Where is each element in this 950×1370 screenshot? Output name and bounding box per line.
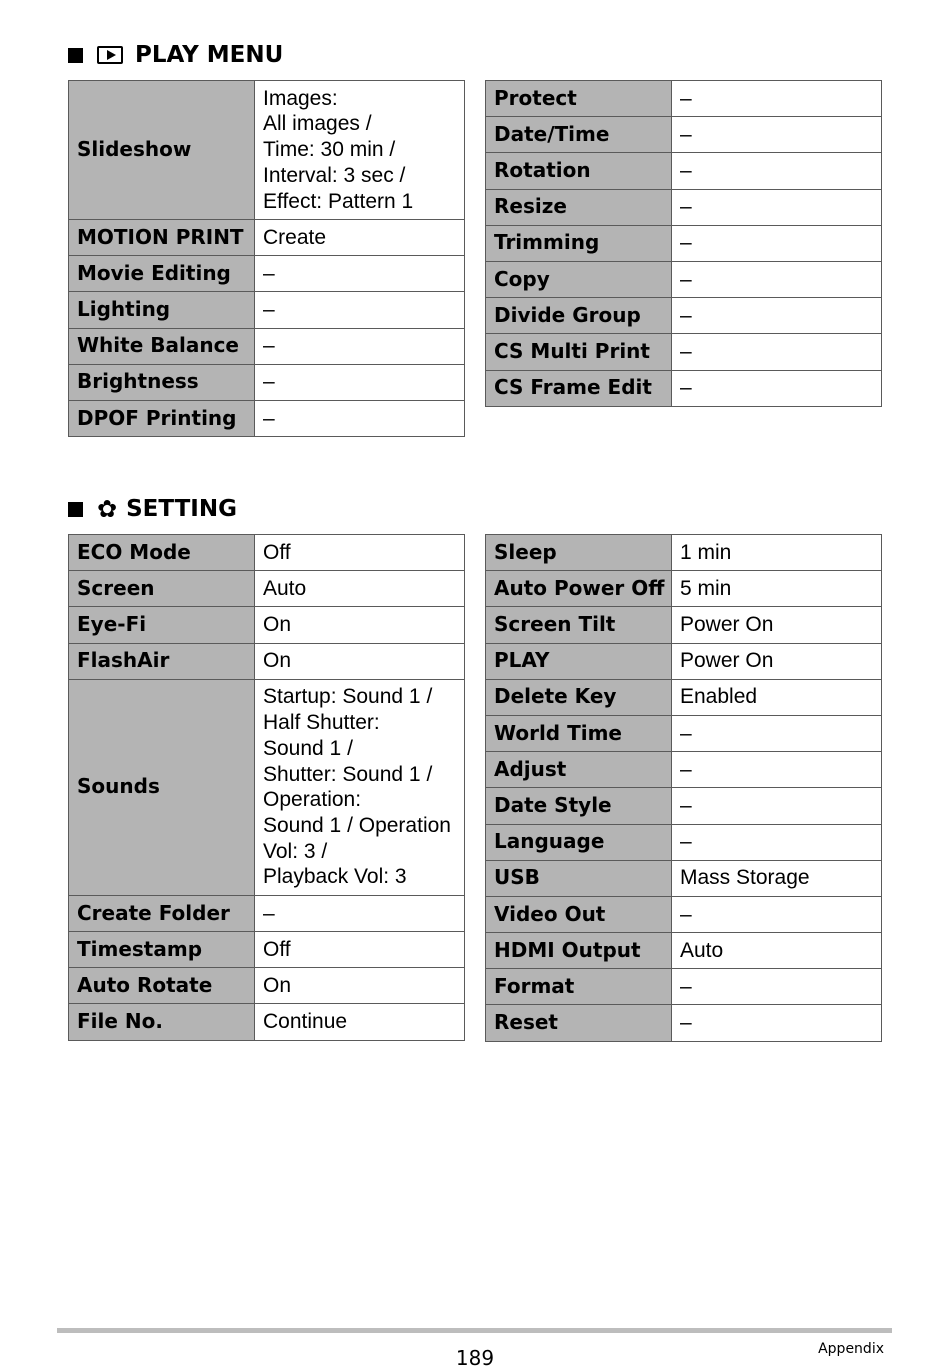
footer-rule bbox=[57, 1328, 892, 1333]
value-line: – bbox=[680, 195, 692, 219]
setting-name: Auto Rotate bbox=[69, 968, 255, 1004]
setting-value bbox=[255, 571, 465, 607]
setting-name: Lighting bbox=[69, 292, 255, 328]
setting-name: Timestamp bbox=[69, 932, 255, 968]
setting-name: Sleep bbox=[486, 535, 672, 571]
table-row bbox=[486, 334, 882, 370]
play-menu-table-right bbox=[485, 80, 882, 407]
setting-value bbox=[255, 607, 465, 643]
table-row bbox=[486, 153, 882, 189]
setting-name: CS Multi Print bbox=[486, 334, 672, 370]
setting-value bbox=[255, 1004, 465, 1040]
table-row bbox=[69, 571, 465, 607]
value-line: – bbox=[680, 122, 692, 146]
value-line: Off bbox=[263, 937, 291, 961]
setting-heading bbox=[68, 492, 237, 526]
play-icon bbox=[97, 46, 123, 64]
setting-table-left bbox=[68, 534, 465, 1041]
setting-name: DPOF Printing bbox=[69, 400, 255, 436]
table-row bbox=[486, 1005, 882, 1041]
setting-name: Copy bbox=[486, 261, 672, 297]
setting-name: PLAY bbox=[486, 643, 672, 679]
value-line: On bbox=[263, 973, 292, 997]
setting-value bbox=[255, 256, 465, 292]
value-line: Startup: Sound 1 / bbox=[263, 685, 433, 709]
setting-value bbox=[672, 679, 882, 715]
value-line: All images / bbox=[263, 112, 372, 136]
value-line: – bbox=[263, 334, 275, 358]
setting-value bbox=[255, 679, 465, 895]
table-row bbox=[69, 535, 465, 571]
value-line: Images: bbox=[263, 86, 338, 110]
table-row bbox=[486, 896, 882, 932]
setting-value bbox=[672, 969, 882, 1005]
table-row bbox=[69, 364, 465, 400]
setting-value bbox=[255, 400, 465, 436]
setting-name: White Balance bbox=[69, 328, 255, 364]
setting-name: CS Frame Edit bbox=[486, 370, 672, 406]
setting-value bbox=[672, 752, 882, 788]
setting-name: USB bbox=[486, 860, 672, 896]
setting-name: Screen Tilt bbox=[486, 607, 672, 643]
table-row bbox=[69, 292, 465, 328]
table-row bbox=[486, 535, 882, 571]
value-line: Effect: Pattern 1 bbox=[263, 189, 414, 213]
value-line: Auto bbox=[263, 576, 307, 600]
section-label: Appendix bbox=[818, 1341, 884, 1357]
setting-value bbox=[672, 1005, 882, 1041]
setting-value bbox=[255, 932, 465, 968]
value-line: Power On bbox=[680, 613, 774, 637]
value-line: Enabled bbox=[680, 685, 758, 709]
setting-value bbox=[255, 895, 465, 931]
table-row bbox=[486, 370, 882, 406]
value-line: Mass Storage bbox=[680, 866, 810, 890]
table-row bbox=[486, 81, 882, 117]
value-line: Power On bbox=[680, 649, 774, 673]
table-row bbox=[69, 643, 465, 679]
value-line: – bbox=[680, 159, 692, 183]
value-line: – bbox=[263, 261, 275, 285]
setting-name: Movie Editing bbox=[69, 256, 255, 292]
setting-value bbox=[672, 81, 882, 117]
value-line: – bbox=[680, 902, 692, 926]
setting-value bbox=[672, 261, 882, 297]
setting-name: Trimming bbox=[486, 225, 672, 261]
setting-name: File No. bbox=[69, 1004, 255, 1040]
value-line: – bbox=[680, 757, 692, 781]
gear-icon: ✿ bbox=[97, 495, 118, 523]
table-row bbox=[486, 117, 882, 153]
setting-name: Format bbox=[486, 969, 672, 1005]
table-row bbox=[486, 933, 882, 969]
table-row bbox=[486, 715, 882, 751]
setting-value bbox=[255, 968, 465, 1004]
table-row bbox=[486, 679, 882, 715]
value-line: – bbox=[680, 721, 692, 745]
setting-value bbox=[255, 535, 465, 571]
value-line: – bbox=[680, 794, 692, 818]
table-row bbox=[69, 328, 465, 364]
value-line: – bbox=[680, 86, 692, 110]
setting-value bbox=[255, 292, 465, 328]
setting-value bbox=[672, 334, 882, 370]
page-number: 189 bbox=[455, 1346, 495, 1370]
table-row bbox=[486, 969, 882, 1005]
table-row bbox=[69, 932, 465, 968]
setting-value bbox=[255, 328, 465, 364]
setting-value bbox=[672, 788, 882, 824]
setting-value bbox=[672, 643, 882, 679]
table-row bbox=[69, 220, 465, 256]
setting-name: Video Out bbox=[486, 896, 672, 932]
setting-name: Create Folder bbox=[69, 895, 255, 931]
table-row bbox=[486, 860, 882, 896]
square-bullet-icon bbox=[68, 48, 83, 63]
setting-value bbox=[672, 117, 882, 153]
setting-name: Date Style bbox=[486, 788, 672, 824]
setting-value bbox=[672, 153, 882, 189]
setting-value bbox=[672, 535, 882, 571]
value-line: – bbox=[680, 340, 692, 364]
setting-name: Screen bbox=[69, 571, 255, 607]
value-line: 1 min bbox=[680, 540, 732, 564]
table-row bbox=[69, 679, 465, 895]
setting-value bbox=[672, 933, 882, 969]
table-row bbox=[486, 189, 882, 225]
table-row bbox=[69, 81, 465, 220]
value-line: – bbox=[680, 974, 692, 998]
setting-value bbox=[672, 896, 882, 932]
setting-name: World Time bbox=[486, 715, 672, 751]
value-line: Interval: 3 sec / bbox=[263, 163, 406, 187]
value-line: Sound 1 / Operation bbox=[263, 814, 451, 837]
value-line: Time: 30 min / bbox=[263, 138, 396, 162]
setting-value bbox=[672, 607, 882, 643]
value-line: – bbox=[263, 298, 275, 322]
table-row bbox=[486, 607, 882, 643]
setting-name: FlashAir bbox=[69, 643, 255, 679]
value-line: Operation: bbox=[263, 788, 362, 812]
setting-value bbox=[672, 860, 882, 896]
value-line: On bbox=[263, 613, 292, 637]
value-line: – bbox=[680, 1011, 692, 1035]
setting-name: Language bbox=[486, 824, 672, 860]
setting-name: Brightness bbox=[69, 364, 255, 400]
setting-value bbox=[672, 298, 882, 334]
setting-name: MOTION PRINT bbox=[69, 220, 255, 256]
value-line: – bbox=[680, 231, 692, 255]
setting-name: Adjust bbox=[486, 752, 672, 788]
table-row bbox=[486, 643, 882, 679]
table-row bbox=[486, 571, 882, 607]
setting-name: Eye-Fi bbox=[69, 607, 255, 643]
setting-name: ECO Mode bbox=[69, 535, 255, 571]
table-row bbox=[486, 752, 882, 788]
value-line: – bbox=[680, 267, 692, 291]
setting-value bbox=[255, 81, 465, 220]
setting-value bbox=[255, 364, 465, 400]
setting-name: Resize bbox=[486, 189, 672, 225]
value-line: 5 min bbox=[680, 576, 732, 600]
setting-value bbox=[672, 571, 882, 607]
setting-value bbox=[255, 643, 465, 679]
setting-name: Auto Power Off bbox=[486, 571, 672, 607]
setting-name: HDMI Output bbox=[486, 933, 672, 969]
table-row bbox=[486, 824, 882, 860]
table-row bbox=[69, 1004, 465, 1040]
value-line: Sound 1 / bbox=[263, 736, 353, 760]
setting-name: Protect bbox=[486, 81, 672, 117]
table-row bbox=[486, 225, 882, 261]
table-row bbox=[486, 788, 882, 824]
value-line: Continue bbox=[263, 1010, 348, 1034]
square-bullet-icon bbox=[68, 502, 83, 517]
value-line: – bbox=[680, 303, 692, 327]
play-menu-table-left bbox=[68, 80, 465, 437]
value-line: Off bbox=[263, 540, 291, 564]
table-row bbox=[486, 261, 882, 297]
setting-value bbox=[672, 715, 882, 751]
table-row bbox=[69, 895, 465, 931]
setting-value bbox=[672, 824, 882, 860]
setting-name: Date/Time bbox=[486, 117, 672, 153]
value-line: Shutter: Sound 1 / bbox=[263, 762, 433, 786]
setting-table-right bbox=[485, 534, 882, 1042]
table-row bbox=[69, 968, 465, 1004]
table-row bbox=[486, 298, 882, 334]
value-line: – bbox=[680, 830, 692, 854]
setting-name: Delete Key bbox=[486, 679, 672, 715]
setting-name: Rotation bbox=[486, 153, 672, 189]
value-line: – bbox=[263, 901, 275, 925]
value-line: – bbox=[680, 376, 692, 400]
value-line: Half Shutter: bbox=[263, 711, 380, 735]
setting-value bbox=[255, 220, 465, 256]
setting-value bbox=[672, 225, 882, 261]
value-line: Create bbox=[263, 225, 327, 249]
value-line: – bbox=[263, 406, 275, 430]
value-line: Auto bbox=[680, 938, 724, 962]
setting-title: SETTING bbox=[126, 496, 237, 522]
setting-name: Divide Group bbox=[486, 298, 672, 334]
table-row bbox=[69, 400, 465, 436]
table-row bbox=[69, 607, 465, 643]
value-line: Playback Vol: 3 bbox=[263, 865, 407, 889]
setting-name: Sounds bbox=[69, 679, 255, 895]
table-row bbox=[69, 256, 465, 292]
play-menu-title: PLAY MENU bbox=[135, 42, 284, 68]
value-line: On bbox=[263, 649, 292, 673]
setting-name: Reset bbox=[486, 1005, 672, 1041]
value-line: Vol: 3 / bbox=[263, 839, 328, 863]
value-line: – bbox=[263, 370, 275, 394]
setting-value bbox=[672, 189, 882, 225]
setting-name: Slideshow bbox=[69, 81, 255, 220]
setting-value bbox=[672, 370, 882, 406]
play-menu-heading bbox=[68, 38, 283, 72]
